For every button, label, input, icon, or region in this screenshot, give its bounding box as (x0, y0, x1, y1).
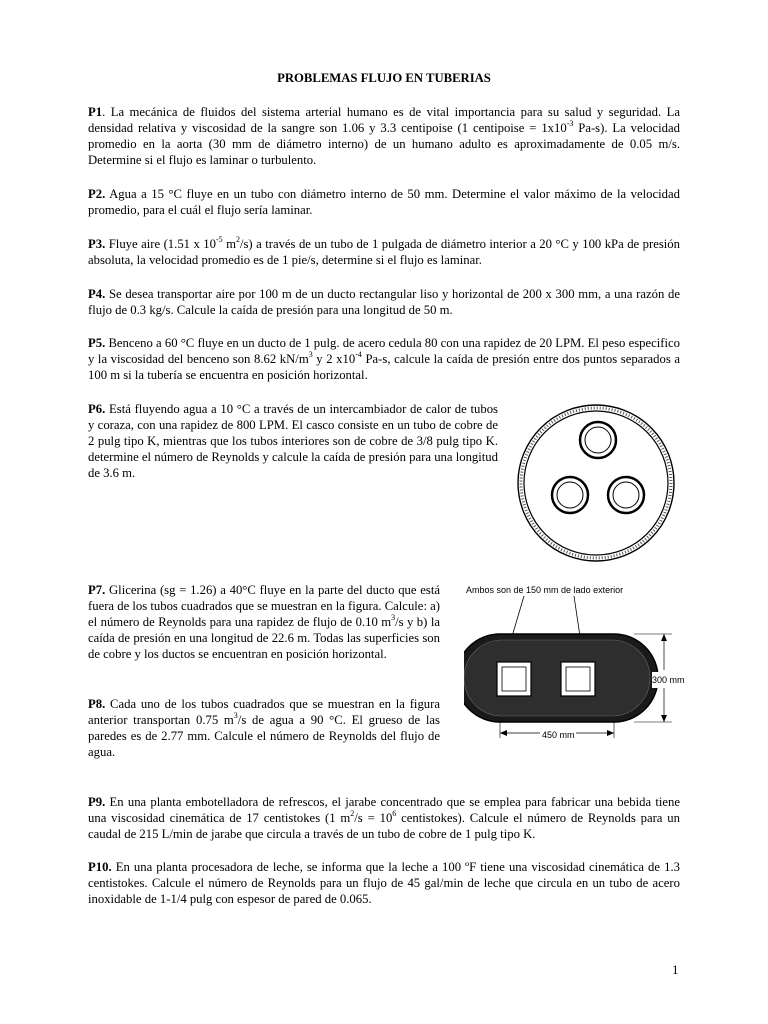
problem-p2 (88, 186, 680, 218)
problem-text: /s y b) la caída de presión en una longitud de 22.6 m. Todas las superficies son de cobre y los ductos se encuentran en posición horizontal. (88, 615, 440, 661)
problem-text: En una planta embotelladora de refrescos, el jarabe concentrado que se emplea para fabricar una bebida tiene una viscosidad cinemática de 17 centistokes (1 m (88, 795, 680, 825)
dim-label-width: 450 mm (542, 730, 575, 740)
problem-p1 (88, 104, 680, 168)
problem-text: Glicerina (sg = 1.26) a 40°C fluye en la parte del ducto que está fuera de los tubos cuadrados que se muestran en la figura. Calcule: a) el número de Reynolds para una rapidez de flujo de 0.10 m (88, 583, 440, 629)
problem-label: P7. (88, 583, 106, 597)
duct-figure (464, 582, 694, 742)
arrowhead (661, 634, 667, 641)
superscript: 2 (235, 234, 240, 244)
problem-p8 (88, 696, 440, 760)
problem-p4 (88, 286, 680, 318)
superscript: 3 (233, 710, 238, 720)
problem-text: Pa-s (361, 352, 388, 366)
problem-p9 (88, 794, 680, 842)
problem-label: P8. (88, 697, 106, 711)
dim-label-height: 300 mm (652, 672, 685, 688)
problem-text: Pa-s). La velocidad promedio en la aorta (30 mm de diámetro interno) de un humano adulto es aproximadamente de 0.05 m/s. Determine si el flujo es laminar o turbulento. (88, 121, 681, 167)
shell-inner (524, 411, 668, 555)
problem-text: y 2 x10 (312, 352, 356, 366)
problem-label: P9. (88, 795, 106, 809)
problem-p10 (88, 859, 680, 907)
arrowhead (500, 730, 507, 736)
inner-tube-top-bore (585, 427, 611, 453)
page-number: 1 (672, 962, 679, 977)
problem-text: Fluye aire (1.51 x 10 (105, 237, 216, 251)
problem-label: P2. (88, 187, 106, 201)
arrowhead (607, 730, 614, 736)
shell-and-tube-figure (512, 398, 680, 568)
superscript: 6 (392, 808, 397, 818)
problem-label: P3. (88, 237, 106, 251)
problem-text: /s de agua a 90 °C. El grueso de las paredes es de 2.77 mm. Calcule el número de Reynolds del flujo de agua. (88, 713, 440, 759)
problem-p5 (88, 335, 680, 383)
problem-label: P6. (88, 402, 106, 416)
problem-label: P1 (88, 105, 103, 119)
problem-text: Agua a 15 °C fluye en un tubo con diámetro interno de 50 mm. Determine el valor máximo de la velocidad promedio, para el cuál el flujo sería laminar. (88, 187, 680, 217)
problem-label: P10. (88, 860, 112, 874)
problem-text: Se desea transportar aire por 100 m de un ducto rectangular liso y horizontal de 200 x 300 mm, a una razón de flujo de 0.3 kg/s. Calcule la caída de presión para una longitud de 50 m. (88, 287, 680, 317)
problem-label: P5. (88, 336, 106, 350)
page-title: PROBLEMAS FLUJO EN TUBERIAS (277, 71, 491, 85)
problem-text: m (222, 237, 236, 251)
problem-p3 (88, 236, 680, 268)
problem-text: Cada uno de los tubos cuadrados que se muestran en la figura anterior transportan 0.75 m (88, 697, 440, 727)
problem-text: /s) a través de un tubo de 1 pulgada de diámetro interior a 20 °C y 100 kPa de presión absoluta, la velocidad promedio es de 1 pie/s, determine si el flujo es laminar. (88, 237, 680, 267)
shell-wall-texture (521, 408, 671, 558)
problem-text: , calcule la caída de presión entre dos puntos separados a 100 m si la tubería se encuentra en posición horizontal. (88, 352, 681, 382)
problem-p6 (88, 401, 498, 481)
problem-text: En una planta procesadora de leche, se informa que la leche a 100 ºF tiene una viscosidad cinemática de 1.3 centistokes. Calcule el número de Reynolds para un flujo de 45 gal/min de leche que circula en un tubo de acero inoxidable de 1-1/4 pulg con espesor de pared de 0.065. (88, 860, 680, 906)
problem-text: Está fluyendo agua a 10 °C a través de un intercambiador de calor de tubos y coraza, con una rapidez de 800 LPM. El casco consiste en un tubo de cobre de 2 pulg tipo K, mientras que los tubos interiores son de cobre de 3/8 pulg tipo K. determine el número de Reynolds y calcule la caída de presión para una longitud de 3.6 m. (88, 402, 498, 480)
inner-tube-left-bore (557, 482, 583, 508)
shell-outer (518, 405, 674, 561)
problem-text: /s = 10 (354, 811, 393, 825)
problem-p7 (88, 582, 440, 662)
problem-label: P4. (88, 287, 106, 301)
problem-text: . La mecánica de fluidos del sistema arterial humano es de vital importancia para su salud y seguridad. La densidad relativa y viscosidad de la sangre son 1.06 y 3.3 centipoise (1 centipoise = 1x10 (88, 105, 680, 135)
arrowhead (661, 715, 667, 722)
superscript: 3 (308, 349, 313, 359)
square-tube-right-bore (566, 667, 590, 691)
superscript: -5 (215, 234, 223, 244)
superscript: -4 (355, 349, 362, 359)
duct-drawing (464, 582, 694, 742)
duct-inner-texture (464, 640, 650, 716)
superscript: -3 (566, 118, 574, 128)
inner-tube-right-bore (613, 482, 639, 508)
superscript: 3 (391, 612, 396, 622)
square-tube-left-bore (502, 667, 526, 691)
problem-text: Benceno a 60 °C fluye en un ducto de 1 pulg. de acero cedula 80 con una rapidez de 20 LPM. El peso especifico y la viscosidad del benceno son 8.62 kN/m (88, 336, 680, 366)
problem-text: centistokes). Calcule el número de Reynolds para un caudal de 215 L/min de jarabe que circula a través de un tubo de cobre de 1 pulg tipo K. (88, 811, 680, 841)
superscript: 2 (350, 808, 355, 818)
duct-figure-caption: Ambos son de 150 mm de lado exterior (466, 585, 624, 595)
